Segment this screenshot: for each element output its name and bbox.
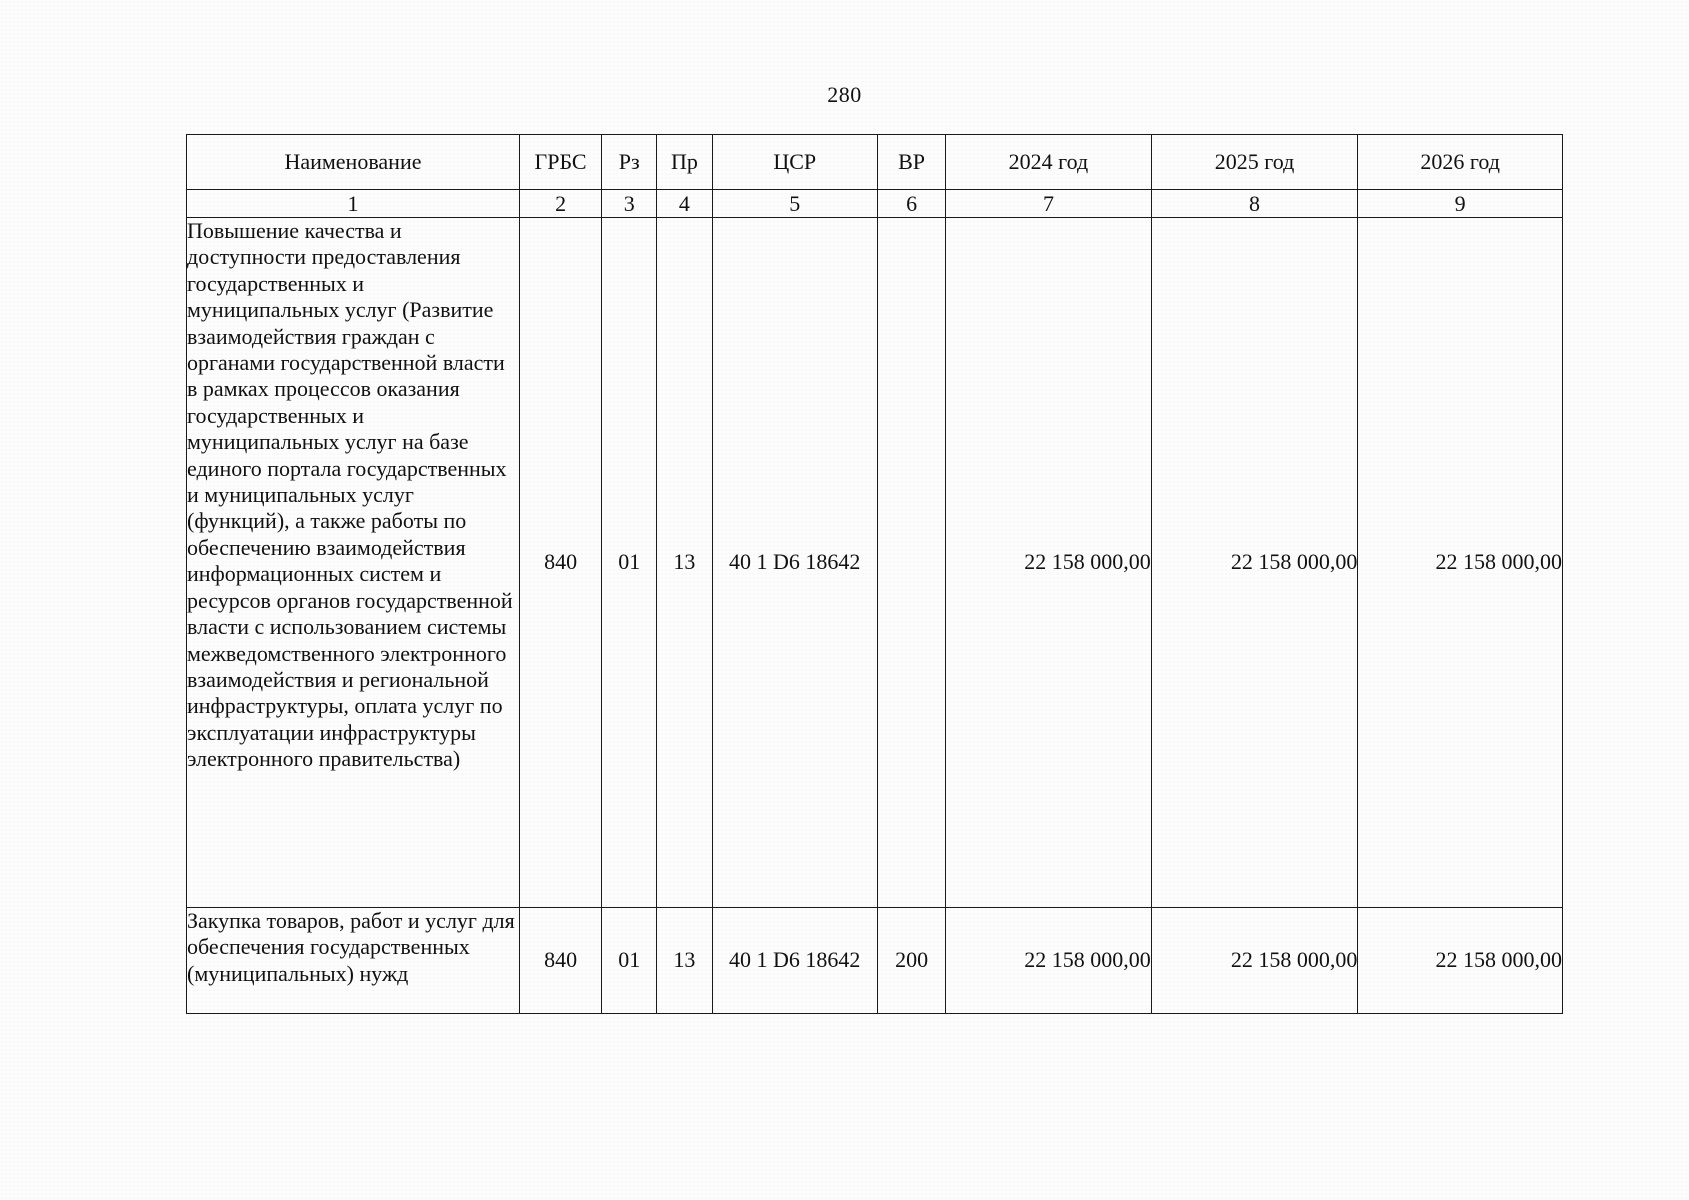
header-2024: 2024 год [946, 135, 1152, 190]
header-vr: ВР [877, 135, 945, 190]
row-amount-2024: 22 158 000,00 [946, 218, 1152, 908]
row-amount-2026: 22 158 000,00 [1358, 908, 1563, 1014]
table-header-row [187, 135, 1563, 190]
column-number-row [187, 190, 1563, 218]
row-name: Повышение качества и доступности предоставления государственных и муниципальных услуг (Развитие взаимодействия граждан с органами государственной власти в рамках процессов оказания государственных и муниципальных услуг на базе единого портала государственных и муниципальных услуг (функций), а также работы по обеспечению взаимодействия информационных систем и ресурсов органов государственной власти с использованием системы межведомственного электронного взаимодействия и региональной инфраструктуры, оплата услуг по эксплуатации инфраструктуры электронного правительства) [187, 218, 520, 908]
header-pr: Пр [657, 135, 712, 190]
header-2026: 2026 год [1358, 135, 1563, 190]
row-name: Закупка товаров, работ и услуг для обеспечения государственных (муниципальных) нужд [187, 908, 520, 1014]
row-rz: 01 [602, 908, 657, 1014]
header-name: Наименование [187, 135, 520, 190]
page-number: 280 [827, 82, 862, 107]
column-number: 2 [519, 190, 601, 218]
column-number: 3 [602, 190, 657, 218]
row-grbs: 840 [519, 218, 601, 908]
row-vr [877, 218, 945, 908]
row-csr: 40 1 D6 18642 [712, 218, 877, 908]
column-number: 9 [1358, 190, 1563, 218]
row-amount-2025: 22 158 000,00 [1151, 218, 1358, 908]
row-amount-2024: 22 158 000,00 [946, 908, 1152, 1014]
row-pr: 13 [657, 218, 712, 908]
row-amount-2025: 22 158 000,00 [1151, 908, 1358, 1014]
row-csr: 40 1 D6 18642 [712, 908, 877, 1014]
header-rz: Рз [602, 135, 657, 190]
row-pr: 13 [657, 908, 712, 1014]
column-number: 6 [877, 190, 945, 218]
row-grbs: 840 [519, 908, 601, 1014]
table-row [187, 908, 1563, 1014]
column-number: 7 [946, 190, 1152, 218]
header-grbs: ГРБС [519, 135, 601, 190]
row-amount-2026: 22 158 000,00 [1358, 218, 1563, 908]
column-number: 4 [657, 190, 712, 218]
header-2025: 2025 год [1151, 135, 1358, 190]
column-number: 1 [187, 190, 520, 218]
table-row [187, 218, 1563, 908]
budget-table [186, 134, 1563, 1014]
column-number: 8 [1151, 190, 1358, 218]
column-number: 5 [712, 190, 877, 218]
row-rz: 01 [602, 218, 657, 908]
header-csr: ЦСР [712, 135, 877, 190]
row-vr: 200 [877, 908, 945, 1014]
